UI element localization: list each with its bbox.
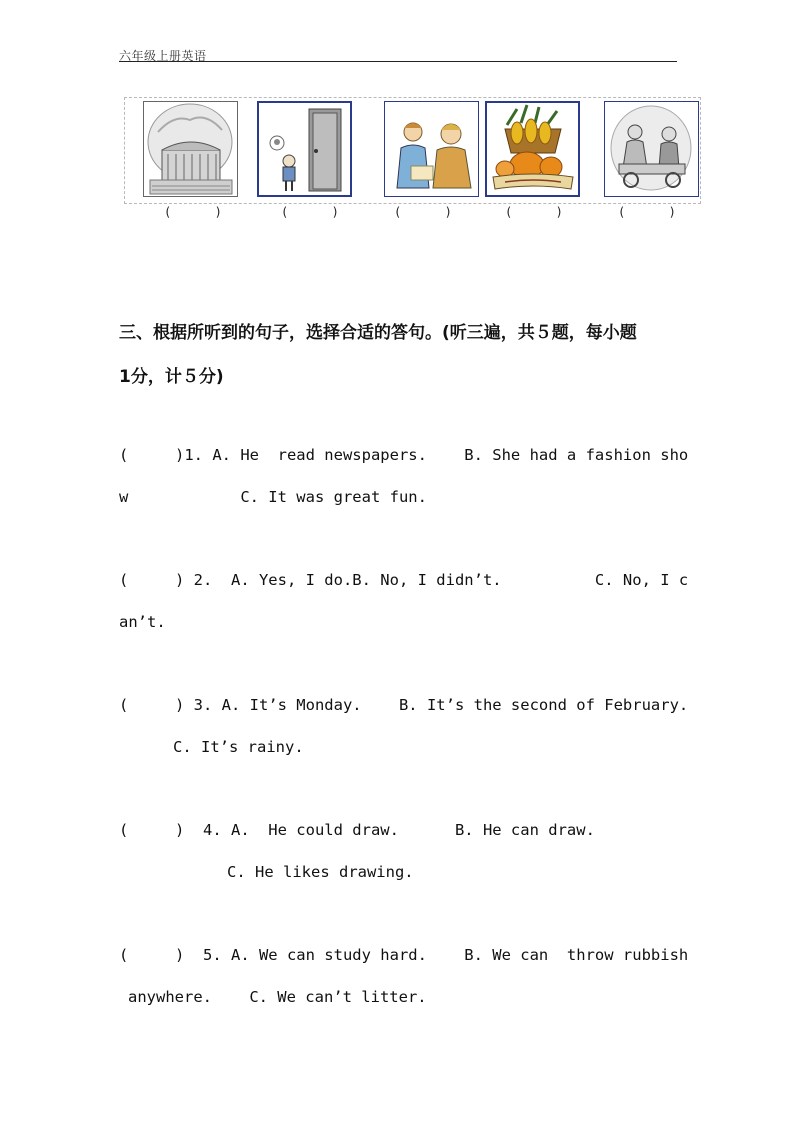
question-2-line-1: ( ) 2. A. Yes, I do.B. No, I didn’t. C. No, I c (119, 571, 689, 589)
header-title: 六年级上册英语 (119, 49, 207, 63)
question-2-line-2: an’t. (119, 613, 166, 631)
question-4-line-2: C. He likes drawing. (227, 863, 414, 881)
answer-blank[interactable]: ( ) (618, 205, 676, 219)
picture-strip (124, 97, 701, 204)
people-on-cart-icon (604, 101, 699, 197)
header-divider (119, 61, 677, 62)
answer-blank[interactable]: ( ) (281, 205, 339, 219)
section-title-continued: 1分，计５分) (119, 367, 224, 387)
question-3-line-1: ( ) 3. A. It’s Monday. B. It’s the second of February. (119, 696, 689, 714)
answer-blank[interactable]: ( ) (394, 205, 452, 219)
question-1-line-1: ( )1. A. He read newspapers. B. She had a fashion sho (119, 446, 689, 464)
grand-theatre-icon (143, 101, 238, 197)
boy-at-door-icon (257, 101, 352, 197)
two-men-talking-icon (384, 101, 479, 197)
question-4-line-1: ( ) 4. A. He could draw. B. He can draw. (119, 821, 595, 839)
question-5-line-2: anywhere. C. We can’t litter. (128, 988, 427, 1006)
answer-blank[interactable]: ( ) (164, 205, 222, 219)
question-5-line-1: ( ) 5. A. We can study hard. B. We can throw rubbish (119, 946, 689, 964)
thanksgiving-pumpkins-icon (485, 101, 580, 197)
section-title: 三、根据所听到的句子，选择合适的答句。(听三遍，共５题，每小题 (119, 323, 637, 343)
question-1-line-2: w C. It was great fun. (119, 488, 427, 506)
question-3-line-2: C. It’s rainy. (173, 738, 304, 756)
answer-blank[interactable]: ( ) (505, 205, 563, 219)
